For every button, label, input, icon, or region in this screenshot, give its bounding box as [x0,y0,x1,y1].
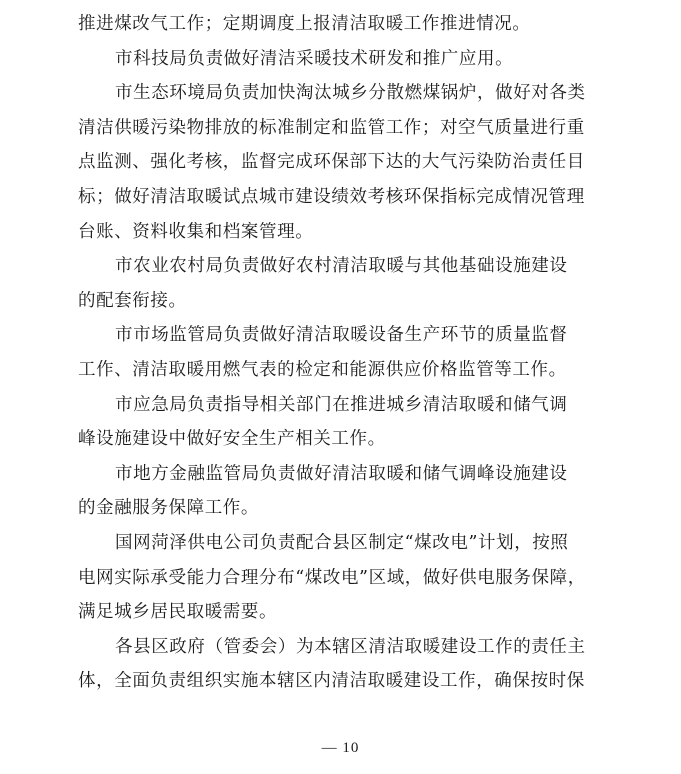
text-line: 市生态环境局负责加快淘汰城乡分散燃煤锅炉，做好对各类 [115,83,586,104]
paragraph-agriculture-bureau [78,249,600,318]
text-line: 体，全面负责组织实施本辖区内清洁取暖建设工作，确保按时保 [78,671,585,692]
text-line: 峰设施建设中做好安全生产相关工作。 [78,429,386,450]
text-line: 满足城乡居民取暖需要。 [78,602,278,623]
paragraph-power-company [78,526,600,630]
paragraph-market-bureau [78,318,600,387]
text-line: 清洁供暖污染物排放的标准制定和监管工作；对空气质量进行重 [78,117,585,138]
text-line: 的金融服务保障工作。 [78,498,259,519]
text-line: 标；做好清洁取暖试点城市建设绩效考核环保指标完成情况管理 [78,186,585,207]
text-line: 各县区政府（管委会）为本辖区清洁取暖建设工作的责任主 [115,636,586,657]
text-line: 台账、资料收集和档案管理。 [78,221,314,242]
paragraph-emergency-bureau [78,388,600,457]
text-line: 工作、清洁取暖用燃气表的检定和能源供应价格监管等工作。 [78,359,567,380]
page-number: — 10 [321,740,360,756]
text-line: 市应急局负责指导相关部门在推进城乡清洁取暖和储气调 [115,394,568,415]
paragraph-finance-bureau [78,457,600,526]
text-line: 市市场监管局负责做好清洁取暖设备生产环节的质量监督 [115,325,568,346]
paragraph-ecology-bureau [78,76,600,249]
paragraph-science-bureau [78,42,600,77]
paragraph-continuation [78,7,600,42]
document-body [78,7,600,699]
text-line: 推进煤改气工作；定期调度上报清洁取暖工作推进情况。 [78,14,531,34]
text-line: 电网实际承受能力合理分布“煤改电”区域，做好供电服务保障， [78,567,586,588]
text-line: 国网菏泽供电公司负责配合县区制定“煤改电”计划，按照 [115,532,569,553]
text-line: 市农业农村局负责做好农村清洁取暖与其他基础设施建设 [115,256,568,277]
paragraph-county-governments [78,630,600,699]
text-line: 市科技局负责做好清洁采暖技术研发和推广应用。 [115,48,514,69]
text-line: 点监测、强化考核，监督完成环保部下达的大气污染防治责任目 [78,152,585,173]
text-line: 市地方金融监管局负责做好清洁取暖和储气调峰设施建设 [115,463,568,484]
text-line: 的配套衔接。 [78,290,187,311]
